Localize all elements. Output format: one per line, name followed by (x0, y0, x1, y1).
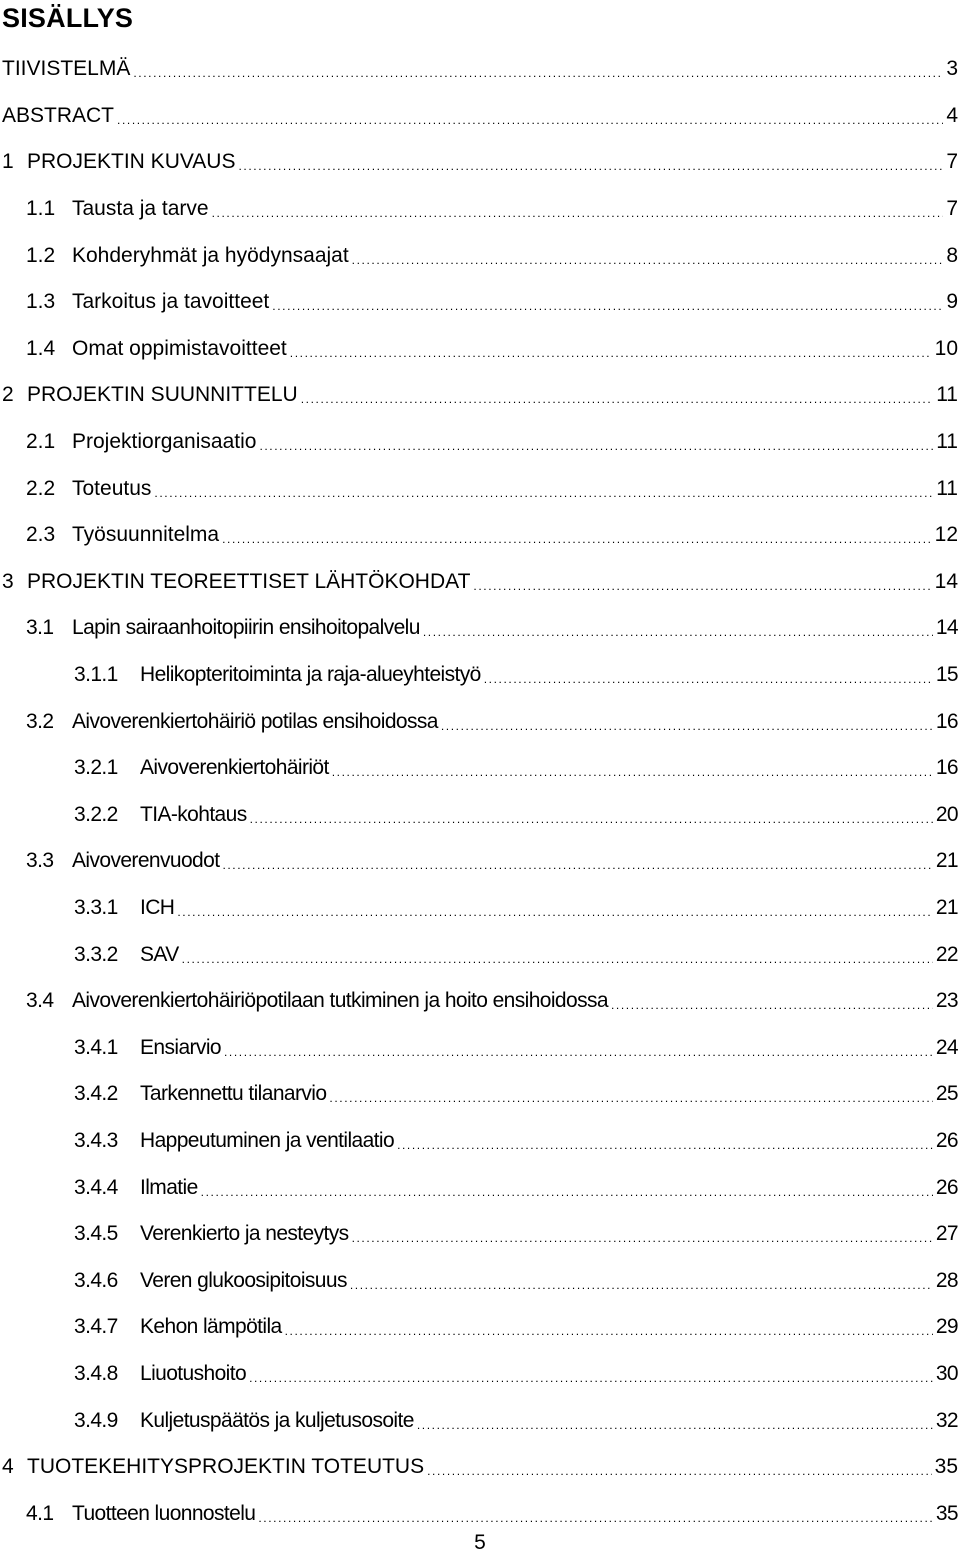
dot-leader (441, 703, 933, 749)
toc-entry-page-number: 23 (935, 989, 958, 1013)
dot-leader (133, 50, 943, 96)
toc-entry[interactable] (0, 1397, 960, 1444)
toc-entry-number: 1.3 (26, 290, 56, 314)
dot-leader (611, 982, 933, 1028)
dot-leader (473, 563, 931, 609)
toc-entry-page-number: 8 (946, 243, 958, 267)
toc-entry-title: ICH (140, 895, 175, 919)
toc-entry-number: 4 (2, 1455, 14, 1479)
dot-leader (423, 609, 933, 655)
dot-leader (177, 889, 932, 935)
toc-entry-number: 3.1 (26, 616, 54, 640)
toc-entry[interactable] (0, 745, 960, 792)
toc-entry-title: Kohderyhmät ja hyödynsaajat (72, 243, 349, 267)
toc-entry-page-number: 25 (935, 1082, 958, 1106)
toc-entry-number: 2.1 (26, 430, 56, 454)
dot-leader (301, 376, 933, 422)
dot-leader (350, 1262, 933, 1308)
toc-entry-page-number: 26 (935, 1175, 958, 1199)
toc-entry[interactable] (0, 1257, 960, 1304)
dot-leader (250, 796, 933, 842)
toc-entry-number: 1 (2, 150, 14, 174)
toc-entry[interactable] (0, 1211, 960, 1258)
dot-leader (332, 749, 933, 795)
toc-entry-page-number: 14 (934, 569, 958, 593)
toc-entry-number: 3 (2, 569, 14, 593)
toc-entry-number: 3.4.4 (74, 1175, 118, 1199)
dot-leader (329, 1075, 932, 1121)
toc-entry-page-number: 26 (935, 1128, 958, 1152)
toc-entry[interactable] (0, 978, 960, 1025)
toc-entry-number: 3.3.1 (74, 895, 118, 919)
toc-entry[interactable] (0, 1444, 960, 1491)
toc-entry-title: Verenkierto ja nesteytys (140, 1222, 349, 1246)
toc-entry-number: 3.4.7 (74, 1315, 118, 1339)
toc-entry-number: 3.4.6 (74, 1268, 118, 1292)
toc-entry-number: 3.3 (26, 849, 54, 873)
toc-entry-number: 3.4 (26, 989, 54, 1013)
toc-entry-title: PROJEKTIN KUVAUS (27, 150, 236, 174)
toc-entry-number: 3.4.1 (74, 1035, 118, 1059)
toc-entry-page-number: 35 (934, 1455, 958, 1479)
toc-entry[interactable] (0, 559, 960, 606)
toc-entry-page-number: 29 (935, 1315, 958, 1339)
toc-entry-title: Helikopteritoiminta ja raja-alueyhteistyö (140, 663, 481, 687)
toc-entry-title: Veren glukoosipitoisuus (140, 1268, 347, 1292)
toc-entry-title: Tausta ja tarve (72, 197, 209, 221)
toc-entry-page-number: 10 (934, 336, 958, 360)
toc-entry[interactable] (0, 931, 960, 978)
toc-entry-number: 3.1.1 (74, 663, 118, 687)
toc-entry-page-number: 21 (935, 849, 958, 873)
toc-entry-page-number: 30 (935, 1361, 958, 1385)
toc-entry-title: PROJEKTIN TEOREETTISET LÄHTÖKOHDAT (27, 569, 471, 593)
toc-entry-title: Aivoverenvuodot (72, 849, 220, 873)
dot-leader (259, 423, 933, 469)
toc-entry-title: ABSTRACT (2, 103, 115, 127)
table-of-contents (0, 46, 960, 1537)
dot-leader (285, 1308, 933, 1354)
toc-entry-title: Lapin sairaanhoitopiirin ensihoitopalvelu (72, 616, 420, 640)
toc-entry-page-number: 32 (935, 1408, 958, 1432)
toc-entry[interactable] (0, 838, 960, 885)
toc-entry[interactable] (0, 1351, 960, 1398)
toc-entry-page-number: 22 (935, 942, 958, 966)
toc-entry-number: 3.4.9 (74, 1408, 118, 1432)
dot-leader (117, 97, 943, 143)
toc-entry[interactable] (0, 46, 960, 93)
dot-leader (182, 936, 933, 982)
toc-entry-title: Kehon lämpötila (140, 1315, 282, 1339)
toc-entry-page-number: 24 (935, 1035, 958, 1059)
toc-entry[interactable] (0, 232, 960, 279)
toc-entry-page-number: 20 (935, 802, 958, 826)
toc-entry-title: TUOTEKEHITYSPROJEKTIN TOTEUTUS (27, 1455, 425, 1479)
toc-entry-number: 3.4.5 (74, 1222, 118, 1246)
toc-entry[interactable] (0, 652, 960, 699)
dot-leader (201, 1169, 933, 1215)
dot-leader (397, 1122, 933, 1168)
toc-entry[interactable] (0, 698, 960, 745)
toc-entry-number: 1.2 (26, 243, 56, 267)
toc-entry-number: 2.3 (26, 523, 56, 547)
toc-entry[interactable] (0, 93, 960, 140)
toc-entry-number: 3.3.2 (74, 942, 118, 966)
toc-entry-number: 2 (2, 383, 14, 407)
toc-entry-number: 3.2 (26, 709, 54, 733)
toc-entry-page-number: 12 (934, 523, 958, 547)
toc-entry-page-number: 3 (946, 57, 958, 81)
toc-entry-number: 3.4.3 (74, 1128, 118, 1152)
toc-heading: SISÄLLYS (2, 3, 134, 33)
dot-leader (222, 842, 932, 888)
toc-entry-number: 4.1 (26, 1501, 54, 1525)
dot-leader (272, 283, 943, 329)
toc-entry-title: Työsuunnitelma (72, 523, 220, 547)
toc-entry-page-number: 35 (935, 1501, 958, 1525)
toc-entry[interactable] (0, 326, 960, 373)
dot-leader (417, 1402, 933, 1448)
toc-entry-page-number: 16 (935, 756, 958, 780)
dot-leader (212, 190, 944, 236)
dot-leader (290, 330, 932, 376)
dot-leader (352, 1215, 933, 1261)
toc-entry-title: Aivoverenkiertohäiriö potilas ensihoidossa (72, 709, 438, 733)
toc-entry[interactable] (0, 1024, 960, 1071)
toc-entry-page-number: 7 (946, 197, 958, 221)
dot-leader (249, 1355, 933, 1401)
toc-entry-title: Ilmatie (140, 1175, 198, 1199)
dot-leader (352, 237, 944, 283)
toc-entry-page-number: 9 (946, 290, 958, 314)
toc-entry-page-number: 16 (935, 709, 958, 733)
toc-entry-title: Liuotushoito (140, 1361, 247, 1385)
toc-entry-page-number: 11 (936, 476, 958, 500)
toc-entry-title: Tuotteen luonnostelu (72, 1501, 256, 1525)
toc-entry-page-number: 27 (935, 1222, 958, 1246)
toc-entry-title: Aivoverenkiertohäiriöpotilaan tutkiminen ja hoito ensihoidossa (72, 989, 608, 1013)
toc-entry-page-number: 15 (935, 663, 958, 687)
dot-leader (427, 1448, 932, 1494)
page-number: 5 (474, 1531, 486, 1554)
toc-entry[interactable] (0, 419, 960, 466)
toc-entry-page-number: 11 (936, 430, 958, 454)
toc-entry-page-number: 7 (946, 150, 958, 174)
dot-leader (224, 1029, 933, 1075)
toc-entry-number: 3.2.1 (74, 756, 118, 780)
toc-entry-title: TIA-kohtaus (140, 802, 247, 826)
toc-entry[interactable] (0, 605, 960, 652)
toc-entry-title: Kuljetuspäätös ja kuljetusosoite (140, 1408, 414, 1432)
toc-entry-number: 1.1 (26, 197, 56, 221)
toc-entry-number: 2.2 (26, 476, 56, 500)
toc-entry[interactable] (0, 1304, 960, 1351)
dot-leader (222, 516, 932, 562)
toc-entry-page-number: 14 (935, 616, 958, 640)
toc-entry-number: 3.2.2 (74, 802, 118, 826)
toc-entry[interactable] (0, 372, 960, 419)
toc-entry[interactable] (0, 139, 960, 186)
toc-entry[interactable] (0, 792, 960, 839)
dot-leader (238, 143, 943, 189)
toc-entry-page-number: 4 (946, 103, 958, 127)
toc-entry-number: 3.4.2 (74, 1082, 118, 1106)
toc-entry[interactable] (0, 1118, 960, 1165)
toc-entry-number: 1.4 (26, 336, 56, 360)
toc-entry-title: Ensiarvio (140, 1035, 221, 1059)
dot-leader (484, 656, 933, 702)
toc-entry-title: Aivoverenkiertohäiriöt (140, 756, 329, 780)
toc-entry[interactable] (0, 186, 960, 233)
toc-entry[interactable] (0, 1164, 960, 1211)
toc-entry[interactable] (0, 1071, 960, 1118)
toc-entry-title: Projektiorganisaatio (72, 430, 257, 454)
toc-entry[interactable] (0, 279, 960, 326)
toc-entry-title: Tarkoitus ja tavoitteet (72, 290, 270, 314)
toc-entry-title: PROJEKTIN SUUNNITTELU (27, 383, 298, 407)
dot-leader (154, 470, 933, 516)
toc-entry-title: Omat oppimistavoitteet (72, 336, 287, 360)
toc-entry-number: 3.4.8 (74, 1361, 118, 1385)
toc-entry[interactable] (0, 512, 960, 559)
toc-entry[interactable] (0, 885, 960, 932)
toc-entry-title: SAV (140, 942, 179, 966)
toc-entry-page-number: 28 (935, 1268, 958, 1292)
toc-entry-page-number: 21 (935, 895, 958, 919)
toc-entry-page-number: 11 (936, 383, 958, 407)
toc-entry[interactable] (0, 465, 960, 512)
toc-entry-title: Happeutuminen ja ventilaatio (140, 1128, 395, 1152)
toc-entry-title: Toteutus (72, 476, 152, 500)
toc-entry-title: Tarkennettu tilanarvio (140, 1082, 327, 1106)
toc-entry-title: TIIVISTELMÄ (2, 57, 131, 81)
